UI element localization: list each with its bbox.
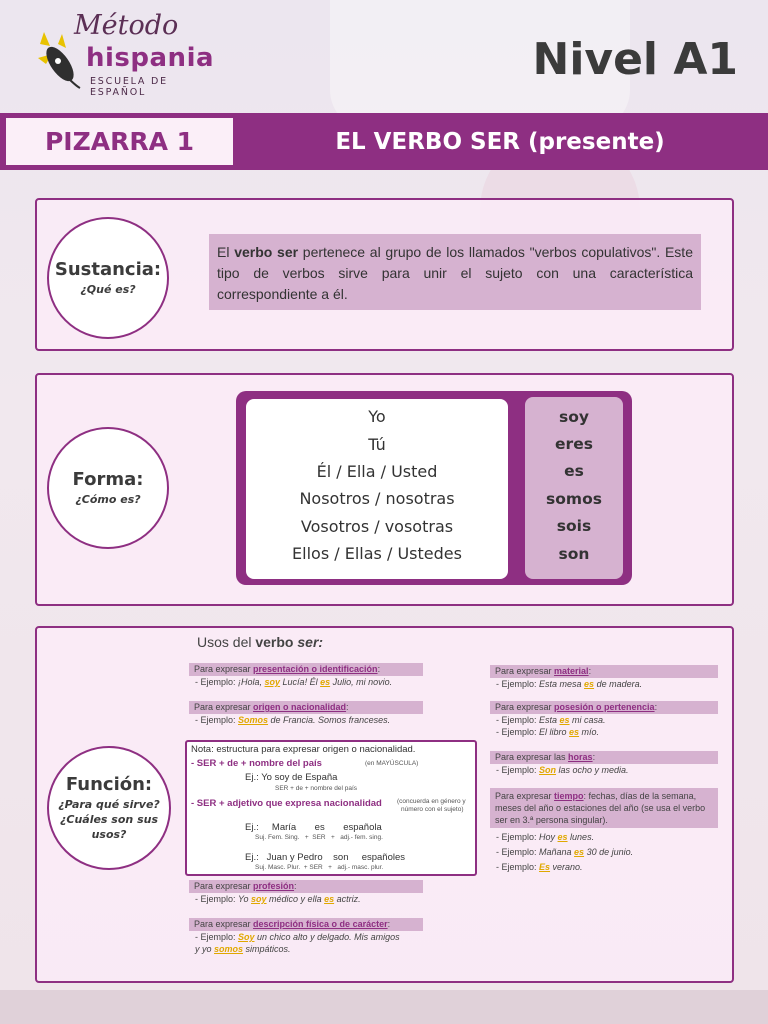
level-title: Nivel A1 bbox=[532, 34, 738, 85]
use-example: - Ejemplo: Esta es mi casa. bbox=[496, 715, 606, 725]
use-label: Para expresar descripción física o de carácter: bbox=[189, 918, 423, 931]
verb-column bbox=[525, 397, 623, 579]
pronoun: Tú bbox=[368, 434, 386, 454]
sustancia-subtitle: ¿Qué es? bbox=[80, 283, 136, 296]
note-example-sub: Suj. Fem. Sing. + SER + adj.- fem. sing. bbox=[255, 834, 383, 841]
funcion-subtitle-line: ¿Cuáles son sus bbox=[59, 813, 158, 826]
conjugation-table bbox=[236, 391, 632, 585]
use-label: Para expresar material: bbox=[490, 665, 718, 678]
use-presentacion bbox=[189, 663, 423, 688]
usos-title bbox=[197, 634, 323, 650]
pronoun: Vosotros / vosotras bbox=[300, 516, 454, 536]
nacionalidad-note bbox=[185, 740, 477, 876]
use-profesion bbox=[189, 880, 423, 905]
usos-bold: verbo bbox=[255, 634, 298, 650]
note-example: Ej.: María es española bbox=[245, 822, 382, 833]
pronoun: Yo bbox=[368, 407, 386, 427]
use-example: - Ejemplo: Son las ocho y media. bbox=[496, 765, 629, 775]
pronoun: Él / Ella / Usted bbox=[316, 461, 438, 481]
pronoun-column bbox=[246, 399, 508, 579]
note-example-sub: SER + de + nombre del país bbox=[275, 785, 358, 792]
usos-italic: ser: bbox=[297, 634, 324, 650]
note-aside: (en MAYÚSCULA) bbox=[365, 760, 419, 767]
note-title: Nota: estructura para expresar origen o nacionalidad. bbox=[191, 744, 416, 755]
use-tiempo bbox=[490, 788, 718, 873]
note-rule: - SER + adjetivo que expresa nacionalidad bbox=[191, 798, 382, 809]
verb-form: son bbox=[558, 544, 590, 563]
pizarra-label: PIZARRA 1 bbox=[4, 116, 235, 167]
use-example: - Ejemplo: ¡Hola, soy Lucía! Él es Julio, mi novio. bbox=[195, 677, 393, 687]
definition-text: El bbox=[217, 244, 235, 260]
use-example: - Ejemplo: Es verano. bbox=[496, 862, 583, 872]
definition-bold: verbo ser bbox=[234, 244, 299, 260]
pronoun: Nosotros / nosotras bbox=[299, 489, 455, 509]
forma-section bbox=[35, 373, 734, 606]
logo-hispania: hispania bbox=[86, 43, 215, 73]
verb-form: sois bbox=[556, 517, 592, 536]
funcion-subtitle-line: ¿Para qué sirve? bbox=[58, 798, 160, 811]
sustancia-section bbox=[35, 198, 734, 351]
logo-escuela: ESCUELA DE ESPAÑOL bbox=[90, 76, 168, 98]
sustancia-circle bbox=[47, 217, 169, 339]
note-example-sub: Suj. Masc. Plur. + SER + adj.- masc. plur. bbox=[255, 864, 384, 871]
definition-text-rest: pertenece al grupo de los llamados "verbos copulativos". Este tipo de verbos sirve para unir el sujeto con una característica correspondiente a él. bbox=[217, 244, 693, 302]
funcion-circle bbox=[47, 746, 171, 870]
use-material bbox=[490, 665, 718, 690]
sustancia-title: Sustancia: bbox=[54, 259, 162, 280]
verb-form: eres bbox=[555, 435, 593, 454]
note-example: Ej.: Juan y Pedro son españoles bbox=[245, 852, 406, 863]
forma-title: Forma: bbox=[72, 469, 144, 490]
note-rule: - SER + de + nombre del país bbox=[191, 758, 322, 769]
logo-metodo: Método bbox=[74, 10, 179, 41]
forma-subtitle: ¿Cómo es? bbox=[75, 493, 141, 506]
funcion-title: Función: bbox=[65, 774, 153, 795]
note-aside: (concuerda en género y bbox=[397, 798, 466, 805]
use-horas bbox=[490, 751, 718, 776]
note-example: Ej.: Yo soy de España bbox=[245, 772, 338, 783]
funcion-subtitle bbox=[58, 797, 160, 842]
funcion-subtitle-line: usos? bbox=[91, 828, 127, 841]
use-label: Para expresar origen o nacionalidad: bbox=[189, 701, 423, 714]
verb-form: soy bbox=[559, 407, 589, 426]
use-origen bbox=[189, 701, 423, 726]
pronoun: Ellos / Ellas / Ustedes bbox=[292, 544, 462, 564]
background-floor bbox=[0, 990, 768, 1024]
verb-form: somos bbox=[546, 489, 602, 508]
funcion-section bbox=[35, 626, 734, 983]
usos-text: Usos del bbox=[197, 634, 256, 650]
use-example: - Ejemplo: Yo soy médico y ella es actriz. bbox=[195, 894, 361, 904]
verb-form: es bbox=[564, 462, 584, 481]
use-label: Para expresar tiempo: fechas, días de la semana, meses del año o estaciones del año (se usa el verbo ser en 3.ª persona singular). bbox=[490, 788, 718, 828]
use-example: - Ejemplo: El libro es mío. bbox=[496, 727, 600, 737]
forma-circle bbox=[47, 427, 169, 549]
definition-box bbox=[209, 234, 701, 310]
use-example: - Ejemplo: Mañana es 30 de junio. bbox=[496, 847, 634, 857]
use-label: Para expresar las horas: bbox=[490, 751, 718, 764]
use-descripcion bbox=[189, 918, 423, 955]
use-example: - Ejemplo: Soy un chico alto y delgado. Mis amigos bbox=[195, 932, 400, 942]
use-example: - Ejemplo: Somos de Francia. Somos franceses. bbox=[195, 715, 391, 725]
use-example: y yo somos simpáticos. bbox=[195, 944, 291, 954]
use-posesion bbox=[490, 701, 718, 738]
lesson-title: EL VERBO SER (presente) bbox=[335, 128, 665, 155]
use-label: Para expresar posesión o pertenencia: bbox=[490, 701, 718, 714]
use-label: Para expresar presentación o identificación: bbox=[189, 663, 423, 676]
note-aside: número con el sujeto) bbox=[401, 806, 464, 813]
use-example: - Ejemplo: Esta mesa es de madera. bbox=[496, 679, 643, 689]
logo bbox=[36, 10, 226, 100]
use-example: - Ejemplo: Hoy es lunes. bbox=[496, 832, 595, 842]
use-label: Para expresar profesión: bbox=[189, 880, 423, 893]
